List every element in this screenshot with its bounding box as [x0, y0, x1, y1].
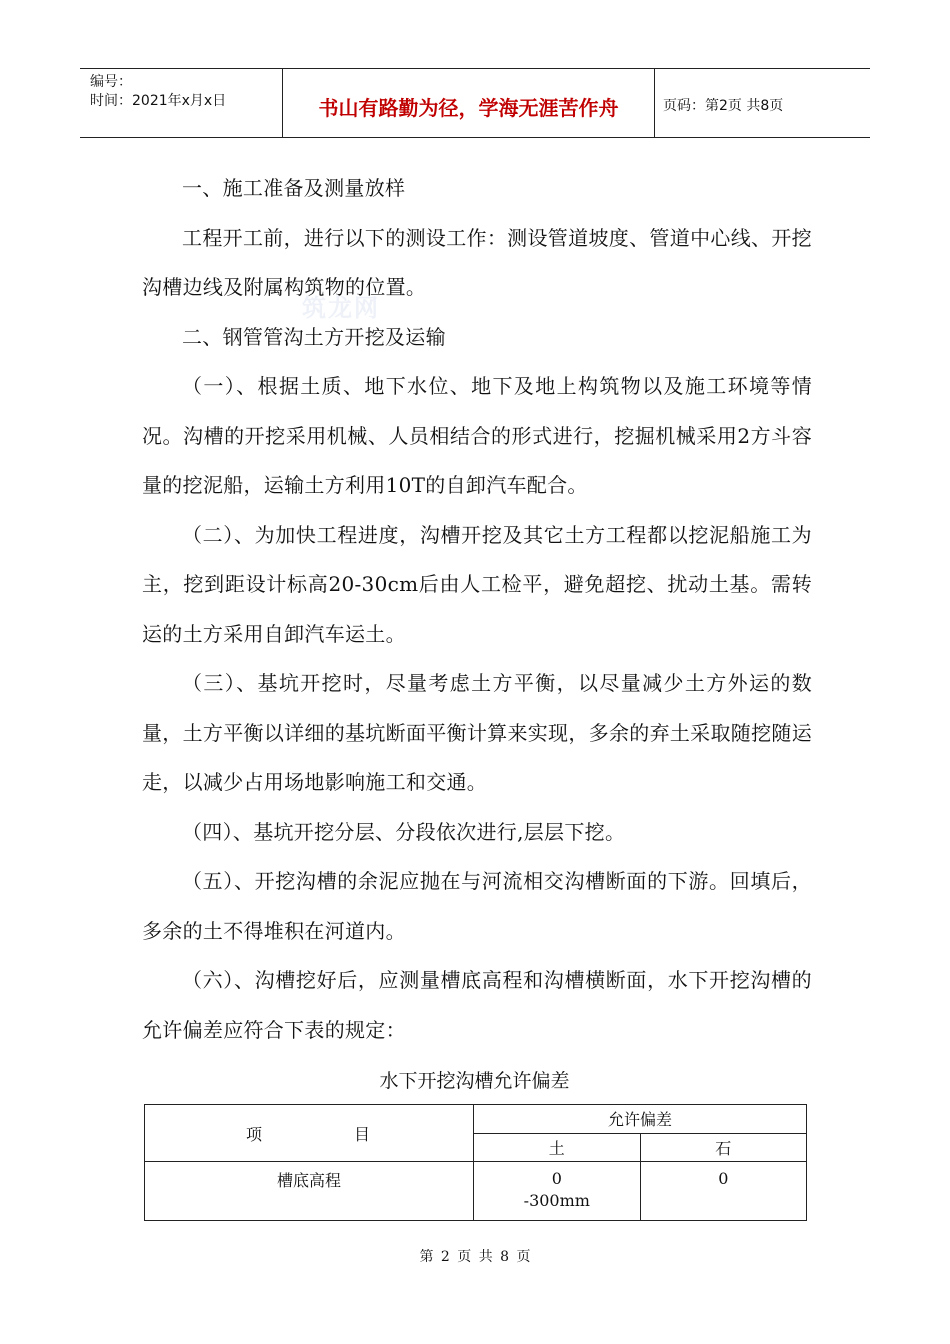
paragraph: 工程开工前，进行以下的测设工作：测设管道坡度、管道中心线、开挖沟槽边线及附属构筑物的位置。	[142, 225, 812, 299]
table-header-row	[145, 1105, 807, 1134]
table-row	[145, 1162, 807, 1221]
paragraph: （二）、为加快工程进度，沟槽开挖及其它土方工程都以挖泥船施工为主，挖到距设计标高20-30cm后由人工检平，避免超挖、扰动土基。需转运的土方采用自卸汽车运土。	[142, 522, 812, 646]
paragraph-section-1-heading: 一、施工准备及测量放样	[182, 176, 406, 200]
paragraph: （四）、基坑开挖分层、分段依次进行,层层下挖。	[182, 819, 626, 844]
soil-value-upper: 0	[551, 1169, 562, 1188]
header-meta-cell	[80, 69, 283, 137]
rock-header-cell: 石	[640, 1133, 806, 1162]
item-header-cell	[145, 1105, 474, 1162]
soil-header-cell: 土	[474, 1133, 641, 1162]
paragraph: （五）、开挖沟槽的余泥应抛在与河流相交沟槽断面的下游。回填后，多余的土不得堆积在河道内。	[142, 869, 812, 943]
item-header-right: 目	[354, 1124, 373, 1144]
document-header	[80, 68, 870, 138]
paragraph-section-2-heading: 二、钢管管沟土方开挖及运输	[182, 324, 446, 349]
deviation-table	[144, 1104, 807, 1221]
row-label-cell: 槽底高程	[145, 1162, 474, 1221]
rock-value-cell: 0	[640, 1162, 806, 1221]
paragraph: （一）、根据土质、地下水位、地下及地上构筑物以及施工环境等情况。沟槽的开挖采用机械、人员相结合的形式进行，挖掘机械采用2方斗容量的挖泥船，运输土方利用10T的自卸汽车配合。	[142, 374, 812, 497]
table-title: 水下开挖沟槽允许偏差	[379, 1070, 570, 1092]
paragraph: （三）、基坑开挖时，尽量考虑土方平衡，以尽量减少土方外运的数量，土方平衡以详细的基坑断面平衡计算来实现，多余的弃土采取随挖随运走，以减少占用场地影响施工和交通。	[142, 671, 812, 794]
header-time-label: 时间：2021年x月x日	[90, 93, 227, 109]
page-footer: 第 2 页 共 8 页	[419, 1249, 531, 1265]
header-page-info: 页码：第2页 共8页	[663, 98, 784, 114]
header-number-label: 编号：	[90, 74, 132, 90]
watermark-logo: 筑龙网	[302, 294, 380, 322]
document-body	[142, 164, 812, 1055]
soil-value-lower: -300mm	[523, 1191, 590, 1210]
soil-value-cell	[474, 1162, 641, 1221]
paragraph: （六）、沟槽挖好后，应测量槽底高程和沟槽横断面，水下开挖沟槽的允许偏差应符合下表的规定：	[142, 968, 812, 1042]
tolerance-header-cell: 允许偏差	[474, 1105, 807, 1134]
header-motto: 书山有路勤为径，学海无涯苦作舟	[283, 69, 655, 137]
item-header-left: 项	[245, 1124, 264, 1144]
